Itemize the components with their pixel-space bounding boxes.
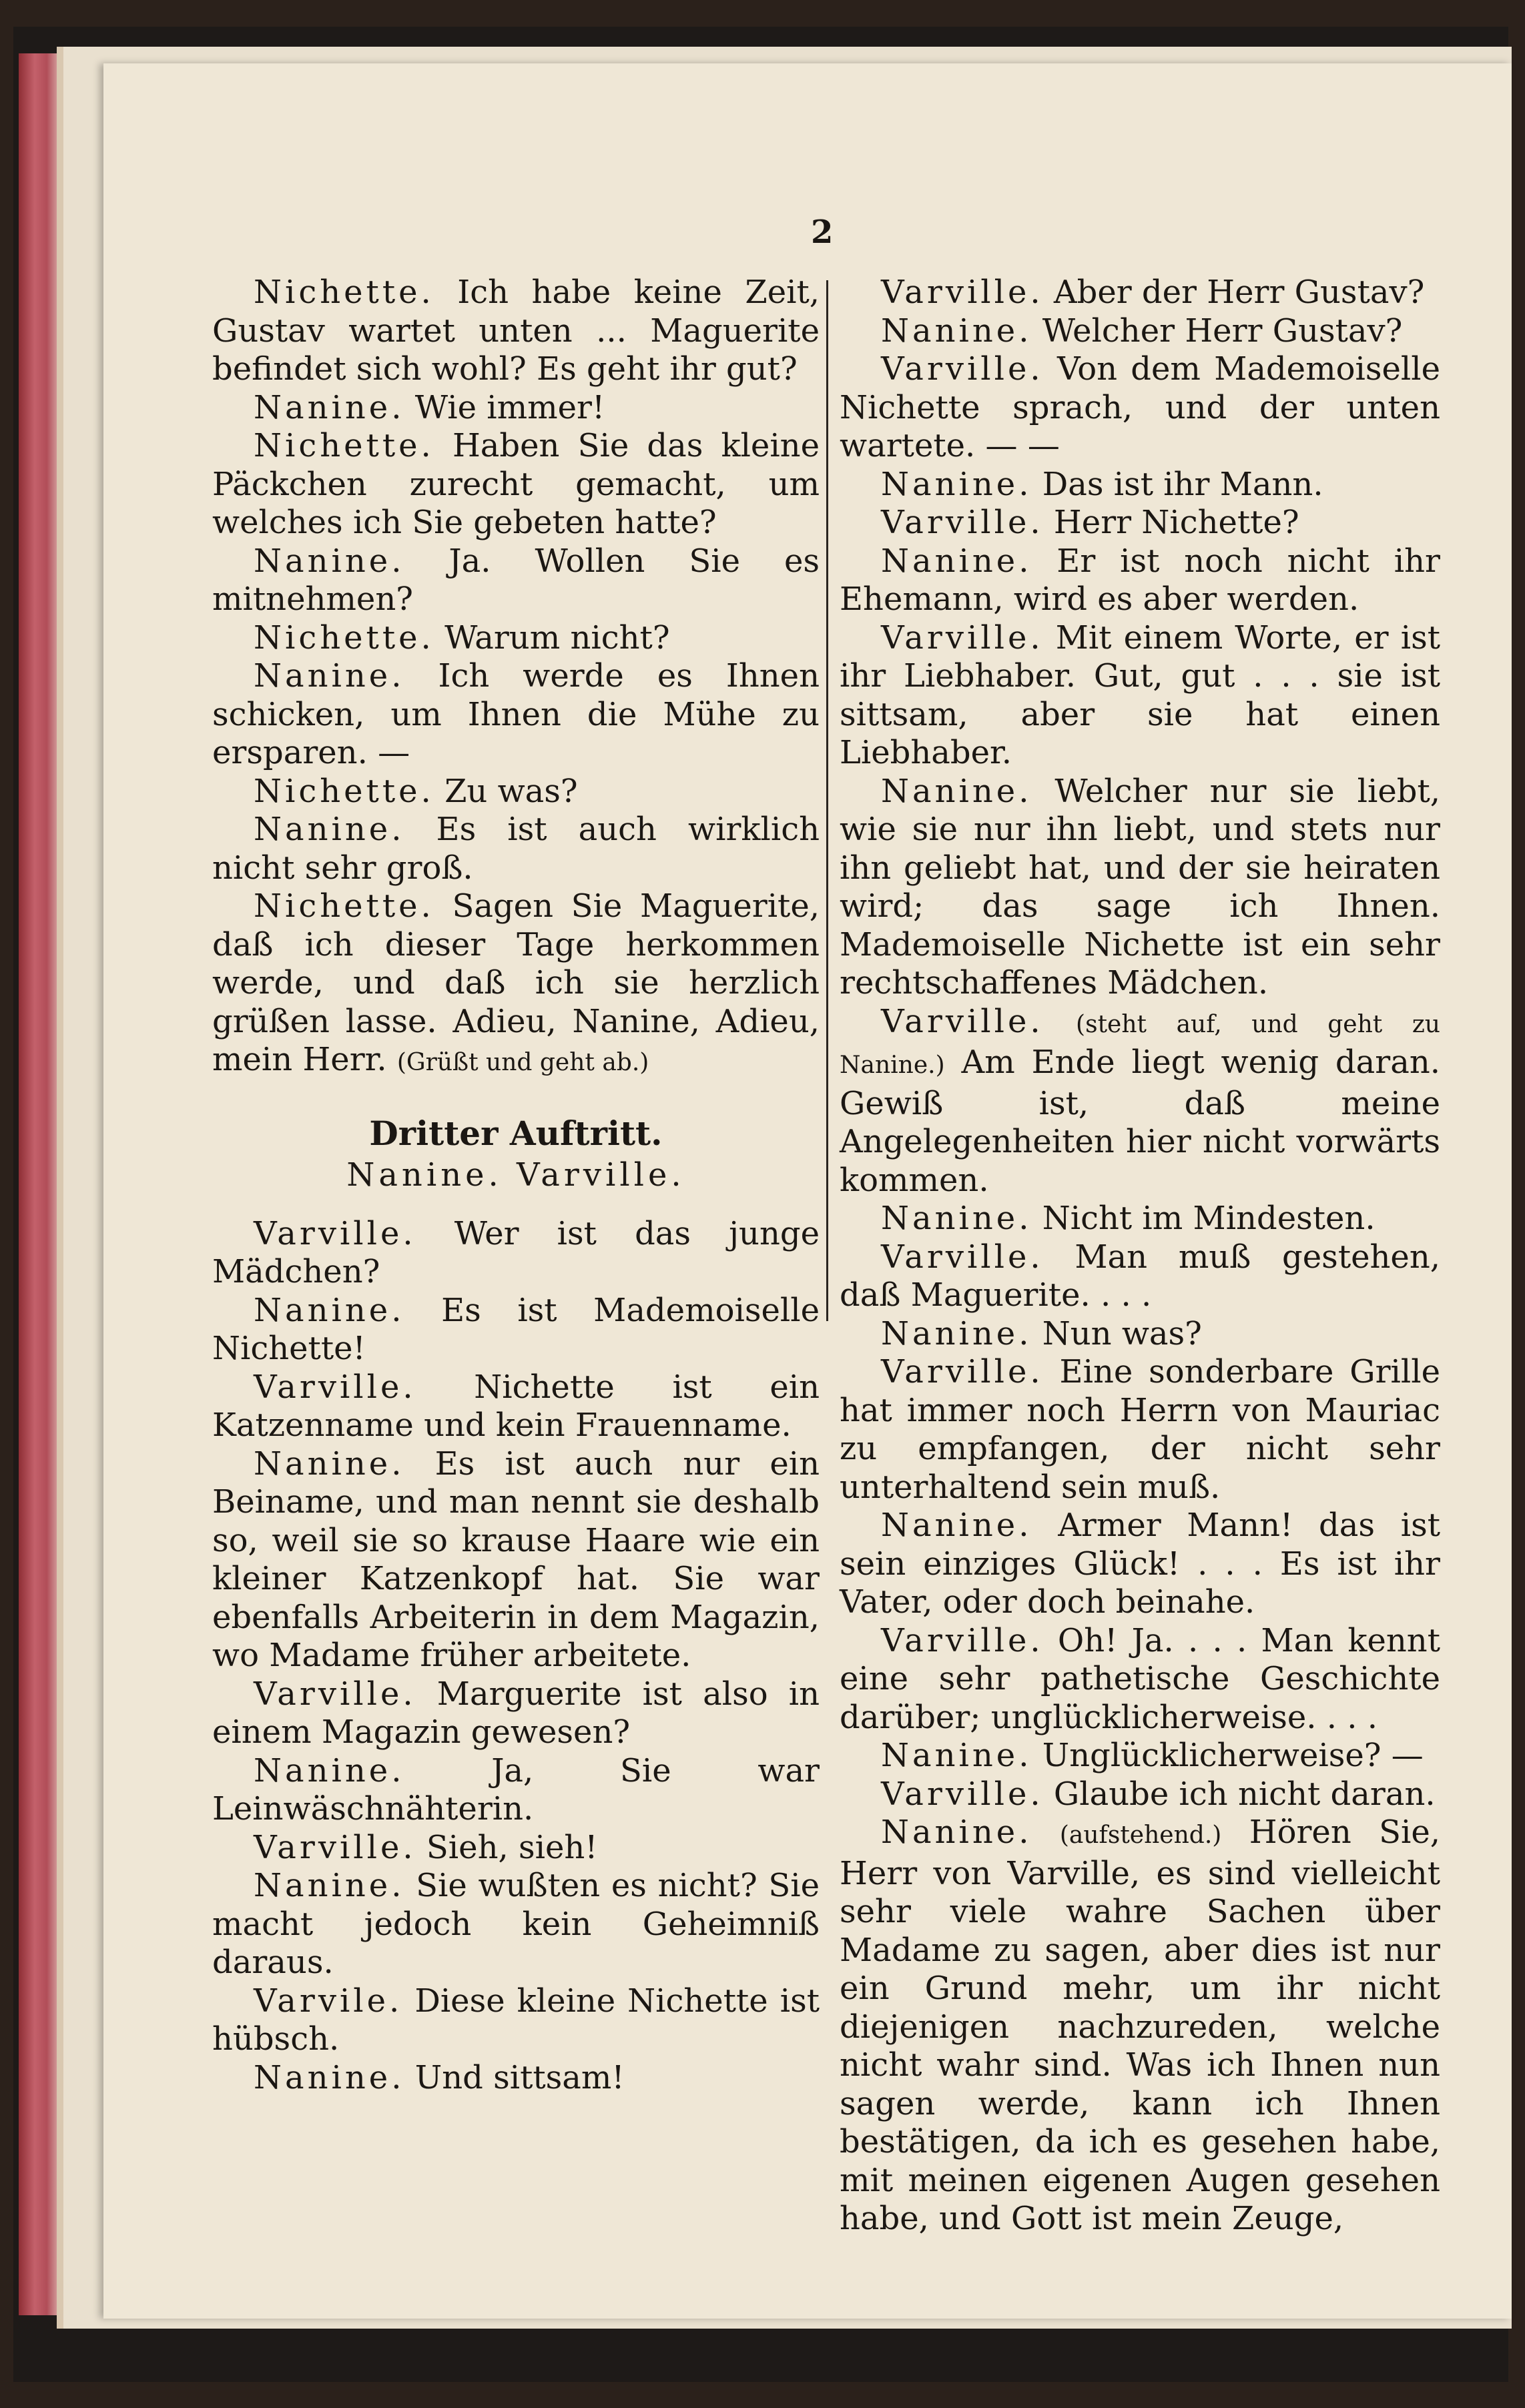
speech-text: Marguerite ist also in einem Magazin gewesen? [212, 1675, 820, 1751]
speech-line [212, 887, 820, 1082]
speech-text: Armer Mann! das ist sein einziges Glück! . . . Es ist ihr Vater, oder doch beinahe. [840, 1507, 1440, 1621]
speech-text: Es ist auch nur ein Beiname, und man nennt sie deshalb so, weil sie so krause Haare wie ein kleiner Katzenkopf hat. Sie war ebenfalls Arbeiterin in dem Magazin, wo Madame früher arbeitete. [212, 1445, 820, 1674]
speaker-name: Nanine. [254, 811, 405, 848]
speech-text: Er ist noch nicht ihr Ehemann, wird es aber werden. [840, 542, 1440, 618]
stage-direction: (Grüßt und geht ab.) [396, 1049, 649, 1076]
speech-text: Ja, Sie war Leinwäschnähterin. [212, 1751, 820, 1828]
speech-text: Es ist auch wirklich nicht sehr groß. [212, 811, 820, 887]
speaker-name: Varville. [881, 504, 1044, 541]
speaker-name: Varville. [881, 1238, 1044, 1276]
speech-line [212, 1675, 820, 1752]
speech-line [840, 1737, 1440, 1775]
speaker-name: Varville. [881, 1621, 1044, 1659]
speaker-name: Nichette. [254, 619, 434, 657]
speech-line [212, 1829, 820, 1868]
speaker-name: Varville. [881, 1002, 1044, 1040]
speaker-name: Varville. [254, 1214, 416, 1252]
speech-line [212, 811, 820, 887]
speech-line [840, 1238, 1440, 1315]
speech-text: Oh! Ja. . . . Man kennt eine sehr pathetische Geschichte darüber; unglücklicherweise. . . . [840, 1621, 1440, 1736]
speech-text: Welcher nur sie liebt, wie sie nur ihn liebt, und stets nur ihn geliebt hat, und der sie heiraten wird; das sage ich Ihnen. Mademoiselle Nichette ist ein sehr rechtschaffenes Mädchen. [840, 772, 1440, 1001]
speech-text: Eine sonderbare Grille hat immer noch Herrn von Mauriac zu empfangen, der nicht sehr unterhaltend sein muß. [840, 1353, 1440, 1506]
speaker-name: Nichette. [254, 772, 434, 810]
speech-text: Man muß gestehen, daß Maguerite. . . . [840, 1238, 1441, 1314]
speaker-name: Nanine. [254, 542, 405, 580]
speech-text: Sie wußten es nicht? Sie macht jedoch kein Geheimniß daraus. [212, 1867, 820, 1981]
speech-text: Nichette ist ein Katzenname und kein Frauenname. [212, 1368, 820, 1444]
speech-line [212, 389, 820, 428]
speaker-name: Varville. [254, 1828, 416, 1866]
speech-text: Herr Nichette? [1053, 504, 1299, 541]
speaker-name: Nanine. [881, 1314, 1032, 1352]
speech-text: Ich werde es Ihnen schicken, um Ihnen die Mühe zu ersparen. — [212, 657, 820, 771]
speaker-name: Varville. [881, 1775, 1044, 1813]
speaker-name: Nanine. [254, 657, 405, 695]
stage-direction: (aufstehend.) [1059, 1822, 1222, 1849]
speaker-name: Nichette. [254, 887, 434, 925]
speech-text: Es ist Mademoiselle Nichette! [212, 1291, 820, 1367]
speech-text: Aber der Herr Gustav? [1053, 274, 1425, 311]
speech-line [840, 504, 1440, 542]
scene-characters: Nanine. Varville. [346, 1156, 685, 1194]
speaker-name: Nanine. [881, 772, 1032, 810]
speech-text: Das ist ihr Mann. [1042, 465, 1323, 503]
speaker-name: Nanine. [881, 1737, 1032, 1774]
speech-text: Mit einem Worte, er ist ihr Liebhaber. Gut, gut . . . sie ist sittsam, aber sie hat einen Liebhaber. [840, 619, 1440, 771]
speaker-name: Nanine. [881, 1814, 1032, 1851]
speech-line [840, 1200, 1440, 1238]
speech-text: Sagen Sie Maguerite, daß ich dieser Tage herkommen werde, und daß ich sie herzlich grüßen lasse. Adieu, Nanine, Adieu, mein Herr. [212, 887, 820, 1078]
speech-line [840, 1814, 1440, 2239]
page-edges [19, 53, 59, 2315]
speech-line [840, 1315, 1440, 1354]
speech-line [212, 542, 820, 619]
speech-text: Von dem Mademoiselle Nichette sprach, und der unten wartete. — — [840, 350, 1441, 464]
column-divider [826, 280, 828, 1321]
speech-line [840, 312, 1440, 351]
speech-line [212, 1368, 820, 1445]
speaker-name: Varville. [254, 1368, 416, 1406]
speech-line [212, 657, 820, 773]
speech-line [840, 773, 1440, 1003]
left-column [212, 274, 820, 2097]
speech-line [212, 1982, 820, 2059]
speech-line [212, 1292, 820, 1368]
scene-heading: Dritter Auftritt. [369, 1113, 663, 1153]
speaker-name: Nanine. [881, 465, 1032, 503]
speaker-name: Nanine. [881, 312, 1032, 350]
speech-line [212, 619, 820, 658]
speech-line [840, 1507, 1440, 1622]
speaker-name: Nanine. [254, 388, 405, 426]
speech-text: Welcher Herr Gustav? [1042, 312, 1403, 350]
speaker-name: Nanine. [254, 1751, 405, 1789]
speaker-name: Nanine. [881, 1200, 1032, 1237]
speech-line [840, 274, 1440, 312]
speech-line [840, 542, 1440, 619]
speaker-name: Varville. [881, 274, 1044, 311]
left-column-bottom [212, 1215, 820, 2098]
speech-text: Zu was? [444, 772, 578, 810]
speech-line [212, 1752, 820, 1829]
speech-line [840, 350, 1440, 466]
speech-line [840, 1775, 1440, 1814]
right-column [840, 274, 1440, 2239]
speech-line [212, 773, 820, 811]
speaker-name: Nichette. [254, 274, 434, 311]
speaker-name: Nanine. [881, 542, 1032, 580]
speech-text: Hören Sie, Herr von Varville, es sind vielleicht sehr viele wahre Sachen über Madame zu sagen, aber dies ist nur ein Grund mehr, um ihr nicht diejenigen nachzureden, welche nicht wahr sind. Was ich Ihnen nun sagen werde, kann ich Ihnen bestätigen, da ich es gesehen habe, mit meinen eigenen Augen gesehen habe, und Gott ist mein Zeuge, [840, 1814, 1440, 2237]
speaker-name: Varvile. [254, 1982, 403, 2020]
speaker-name: Nanine. [881, 1507, 1032, 1544]
speech-text: Wie immer! [414, 388, 605, 426]
speech-text: Diese kleine Nichette ist hübsch. [212, 1982, 820, 2058]
speech-line [212, 2059, 820, 2098]
speech-text: Unglücklicherweise? — [1042, 1737, 1424, 1774]
speaker-name: Varville. [881, 619, 1044, 657]
speech-text: Ja. Wollen Sie es mitnehmen? [212, 542, 820, 618]
stage-direction: (steht auf, und geht zu Nanine.) [840, 1010, 1440, 1079]
speaker-name: Nanine. [254, 1291, 405, 1329]
speech-text: Nun was? [1042, 1314, 1202, 1352]
speech-line [212, 427, 820, 542]
speaker-name: Nanine. [254, 2058, 405, 2096]
speech-text: Haben Sie das kleine Päckchen zurecht gemacht, um welches ich Sie gebeten hatte? [212, 427, 820, 541]
speech-line [212, 1445, 820, 1675]
speech-line [840, 466, 1440, 504]
speech-text: Wer ist das junge Mädchen? [212, 1214, 820, 1290]
right-column-body [840, 274, 1440, 2239]
speech-text: Glaube ich nicht daran. [1053, 1775, 1436, 1813]
speech-line [840, 1353, 1440, 1507]
speech-line [840, 1003, 1440, 1200]
left-column-top [212, 274, 820, 1082]
speech-line [212, 1867, 820, 1982]
speaker-name: Nichette. [254, 427, 434, 464]
page-number: 2 [811, 214, 834, 251]
speaker-name: Varville. [881, 1353, 1044, 1390]
speech-line [212, 274, 820, 389]
speaker-name: Varville. [881, 350, 1044, 388]
speech-text: Nicht im Mindesten. [1042, 1200, 1376, 1237]
speech-line [840, 1622, 1440, 1737]
speech-text: Und sittsam! [414, 2058, 625, 2096]
speech-line [840, 619, 1440, 773]
speech-text: Ich habe keine Zeit, Gustav wartet unten ... Maguerite befindet sich wohl? Es geht ihr gut? [212, 274, 820, 388]
speech-text: Warum nicht? [444, 619, 670, 657]
speech-text: Sieh, sieh! [426, 1828, 598, 1866]
speech-text: Am Ende liegt wenig daran. Gewiß ist, daß meine Angelegenheiten hier nicht vorwärts kommen. [840, 1044, 1441, 1199]
speaker-name: Nanine. [254, 1867, 405, 1904]
speech-line [212, 1215, 820, 1292]
speaker-name: Varville. [254, 1675, 416, 1713]
speaker-name: Nanine. [254, 1445, 405, 1483]
